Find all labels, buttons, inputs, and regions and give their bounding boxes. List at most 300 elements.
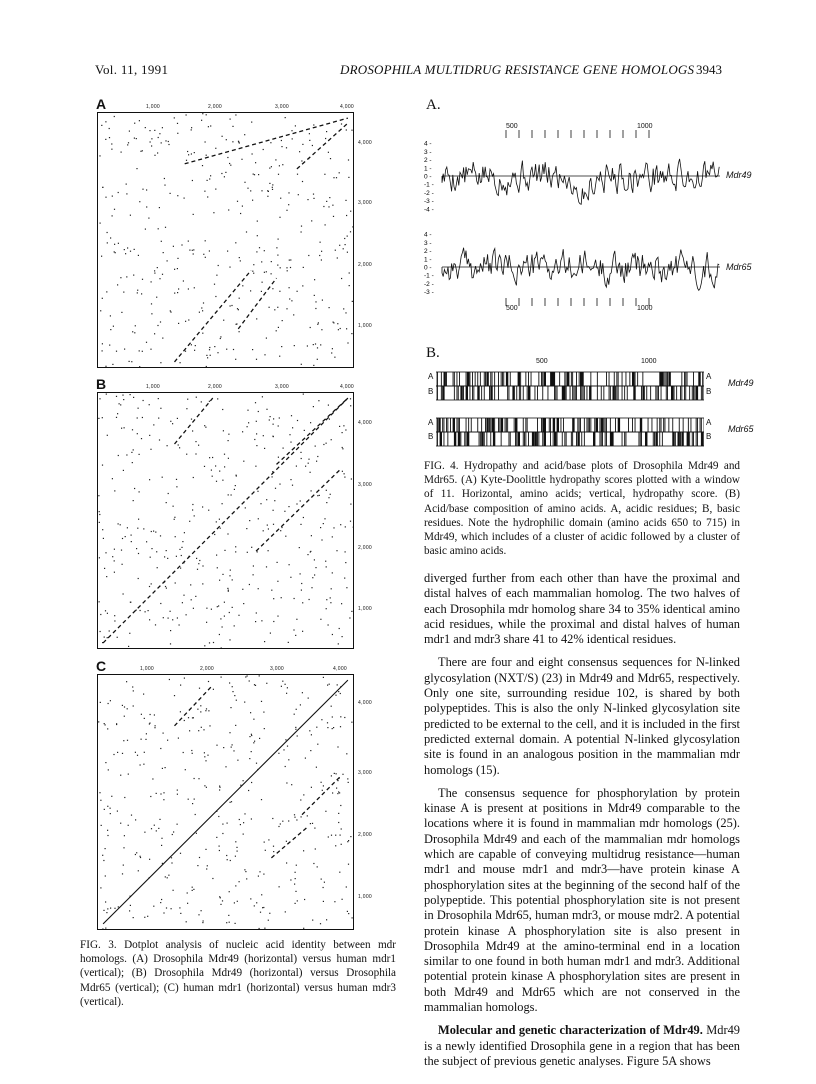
dotplot-dot (142, 189, 143, 190)
dotplot-dot (275, 159, 276, 160)
acid-base-residue (605, 432, 606, 446)
acid-base-residue (570, 386, 571, 400)
dotplot-dot (285, 911, 286, 912)
dotplot-dot (348, 864, 349, 865)
dotplot-dot (326, 599, 327, 600)
acid-base-residue (662, 432, 663, 446)
dotplot-dot (167, 260, 168, 261)
dotplot-dot (142, 279, 143, 280)
dotplot-dot (247, 552, 248, 553)
dotplot-dot (331, 835, 332, 836)
acid-base-residue (527, 418, 528, 432)
dotplot-dot (114, 560, 115, 561)
dotplot-dot (114, 490, 115, 491)
dotplot-dot (265, 850, 266, 851)
acid-base-residue (537, 418, 538, 432)
running-header-volume: Vol. 11, 1991 (95, 62, 169, 77)
dotplot-dot (283, 448, 284, 449)
dotplot-dot (103, 910, 104, 911)
dotplot-dot (301, 583, 302, 584)
acid-base-residue (635, 418, 636, 432)
acid-base-residue (520, 372, 521, 386)
dotplot-dot (328, 152, 329, 153)
dotplot-dot (121, 312, 122, 313)
dotplot-dot (137, 417, 138, 418)
dotplot-dot (344, 578, 345, 579)
dotplot-dot (256, 433, 257, 434)
dotplot-dot (120, 775, 121, 776)
dotplot-dot (217, 398, 218, 399)
dotplot-dot (323, 677, 324, 678)
dotplot-dot (164, 185, 165, 186)
dotplot-dot (134, 249, 135, 250)
dotplot-dot (102, 465, 103, 466)
acid-base-residue (437, 432, 438, 446)
dotplot-dot (141, 293, 142, 294)
dotplot-dot (151, 145, 152, 146)
dotplot-dot (251, 735, 252, 736)
dotplot-dot (326, 919, 327, 920)
acid-base-residue (561, 418, 562, 432)
dotplot-dot (321, 879, 322, 880)
dotplot-dot (191, 129, 192, 130)
dotplot-dot (154, 333, 155, 334)
acid-base-residue (605, 418, 606, 432)
dotplot-dot (231, 747, 232, 748)
dotplot-dot (248, 422, 249, 423)
dotplot-dot (186, 114, 187, 115)
dotplot-dot (187, 399, 188, 400)
dotplot-dot (282, 821, 283, 822)
dotplot-dot (345, 562, 346, 563)
dotplot-dot (340, 328, 341, 329)
dotplot-dot (149, 586, 150, 587)
fig3-b-xtick: 4,000 (340, 384, 355, 390)
acid-base-residue (606, 418, 607, 432)
dotplot-dot (150, 796, 151, 797)
dotplot-dot (295, 125, 296, 126)
dotplot-dot (264, 250, 265, 251)
dotplot-dot (192, 803, 193, 804)
dotplot-dot (314, 295, 315, 296)
dotplot-dot (194, 778, 195, 779)
dotplot-dot (197, 865, 198, 866)
dotplot-dot (109, 345, 110, 346)
dotplot-dot (272, 288, 273, 289)
acid-base-residue (628, 418, 629, 432)
dotplot-dot (130, 394, 131, 395)
dotplot-dot (346, 215, 347, 216)
dotplot-dot (216, 745, 217, 746)
dotplot-dot (187, 892, 188, 893)
dotplot-dot (98, 721, 99, 722)
dotplot-dot (130, 251, 131, 252)
dotplot-dot (173, 246, 174, 247)
dotplot-dot (127, 708, 128, 709)
acid-base-residue (577, 418, 578, 432)
dotplot-dot (127, 144, 128, 145)
dotplot-dot (98, 418, 99, 419)
dotplot-dot (142, 351, 143, 352)
dotplot-dot (175, 582, 176, 583)
dotplot-dot (291, 415, 292, 416)
dotplot-dot (165, 586, 166, 587)
acid-base-residue (502, 372, 503, 386)
dotplot-dot (171, 862, 172, 863)
dotplot-dot (224, 616, 225, 617)
dotplot-dot (126, 193, 127, 194)
fig3-caption-text: Dotplot analysis of nucleic acid identity between mdr homologs. (A) Drosophila Mdr49 (horizontal) versus human mdr1 (vertical); (B) Drosophila Mdr49 (horizontal) versus Drosophila Mdr65 (vertical); (C) human mdr1 (horizontal) versus human mdr3 (vertical). (80, 939, 396, 1008)
acid-base-residue (606, 432, 607, 446)
dotplot-dot (340, 805, 341, 806)
dotplot-dot (333, 322, 334, 323)
dotplot-dot (192, 250, 193, 251)
dotplot-dot (151, 303, 152, 304)
hydro-y-label: 3 - (424, 148, 432, 156)
dotplot-dot (323, 785, 324, 786)
dotplot-dot (294, 714, 295, 715)
dotplot-dot (193, 249, 194, 250)
dotplot-dot (205, 257, 206, 258)
dotplot-dot (188, 717, 189, 718)
dotplot-dot (227, 251, 228, 252)
dotplot-dot (333, 527, 334, 528)
acid-base-residue (577, 432, 579, 446)
dotplot-dot (191, 127, 192, 128)
dotplot-dot (278, 457, 279, 458)
acid-base-residue (527, 386, 528, 400)
acid-base-residue (498, 386, 499, 400)
hydro-y-label: -4 - (424, 206, 434, 214)
dotplot-dot (256, 612, 257, 613)
dotplot-dot (255, 466, 256, 467)
acid-base-residue (494, 386, 495, 400)
body-paragraph (424, 1023, 740, 1069)
dotplot-dot (160, 748, 161, 749)
dotplot-dot (136, 548, 137, 549)
dotplot-dot (300, 704, 301, 705)
acid-base-residue (624, 386, 625, 400)
dotplot-dot (165, 227, 166, 228)
dotplot-dot (100, 631, 101, 632)
dotplot-dot (179, 549, 180, 550)
dotplot-dot (296, 819, 297, 820)
dotplot-dot (255, 402, 256, 403)
dotplot-dot (139, 491, 140, 492)
dotplot-dot (236, 700, 237, 701)
dotplot-dot (189, 521, 190, 522)
dotplot-dot (230, 707, 231, 708)
fig3-a-xtick: 2,000 (208, 104, 223, 110)
dotplot-dot (336, 177, 337, 178)
dotplot-dot (160, 902, 161, 903)
fig3-panel-c-plot (97, 674, 354, 930)
acid-base-residue (489, 386, 490, 400)
acid-base-residue (680, 386, 681, 400)
dotplot-dot (351, 611, 352, 612)
dotplot-dot (186, 160, 187, 161)
acid-base-residue (475, 372, 476, 386)
dotplot-dot (158, 137, 159, 138)
dotplot-dot (330, 597, 331, 598)
dotplot-dot (134, 488, 135, 489)
dotplot-dot (279, 291, 280, 292)
acid-base-residue (667, 372, 668, 386)
dotplot-dot (186, 614, 187, 615)
dotplot-dot (309, 730, 310, 731)
dotplot-dot (350, 398, 351, 399)
dotplot-dot (229, 267, 230, 268)
acid-base-residue (692, 432, 693, 446)
dotplot-dot (259, 928, 260, 929)
acid-base-residue (640, 432, 641, 446)
acid-base-residue (441, 432, 442, 446)
acid-base-residue (458, 418, 459, 432)
dotplot-dot (260, 912, 261, 913)
dotplot-dot (215, 189, 216, 190)
dotplot-dot (154, 825, 155, 826)
dotplot-dot (332, 792, 333, 793)
dotplot-dot (287, 687, 288, 688)
acid-base-residue (693, 372, 694, 386)
fig3-c-ytick: 3,000 (358, 770, 373, 776)
dotplot-dot (268, 550, 269, 551)
acid-base-residue (509, 386, 510, 400)
dotplot-dot (313, 365, 314, 366)
dotplot-dot (272, 436, 273, 437)
dotplot-dot (124, 249, 125, 250)
acid-base-residue (583, 386, 584, 400)
dotplot-dot (310, 750, 311, 751)
dotplot-dot (344, 473, 345, 474)
dotplot-dot (135, 752, 136, 753)
dotplot-dot (124, 427, 125, 428)
acid-base-residue (601, 386, 602, 400)
acid-base-residue (444, 372, 446, 386)
dotplot-dot (345, 551, 346, 552)
dotplot-dot (168, 141, 169, 142)
dotplot-dot (150, 557, 151, 558)
acid-base-residue (538, 432, 539, 446)
acid-base-residue (697, 418, 698, 432)
dotplot-dot (171, 908, 172, 909)
dotplot-dot (249, 758, 250, 759)
dotplot-dot (249, 680, 250, 681)
dotplot-dot (349, 617, 350, 618)
acid-base-residue (473, 386, 474, 400)
dotplot-dot (228, 590, 229, 591)
dotplot-dot (197, 569, 198, 570)
acid-base-residue (484, 372, 485, 386)
dotplot-dot (117, 413, 118, 414)
dotplot-dot (107, 232, 108, 233)
dotplot-dot (322, 300, 323, 301)
dotplot-dot (188, 288, 189, 289)
acid-base-residue (516, 432, 517, 446)
dotplot-dot (209, 642, 210, 643)
dotplot-dot (167, 558, 168, 559)
acid-base-residue (693, 386, 694, 400)
acid-base-residue (438, 418, 440, 432)
dotplot-dot (122, 395, 123, 396)
dotplot-dot (205, 240, 206, 241)
acid-base-residue (597, 386, 598, 400)
dotplot-dot (264, 448, 265, 449)
acid-base-residue (696, 418, 697, 432)
dotplot-dot (258, 411, 259, 412)
dotplot-dot (251, 818, 252, 819)
dotplot-dot (213, 212, 214, 213)
dotplot-dot (301, 458, 302, 459)
acid-base-residue (509, 432, 510, 446)
dotplot-dot (155, 624, 156, 625)
dotplot-dot (268, 191, 269, 192)
acid-base-residue (544, 372, 546, 386)
dotplot-dot (250, 190, 251, 191)
dotplot-dot (312, 920, 313, 921)
dotplot-dot (224, 466, 225, 467)
dotplot-dot (261, 190, 262, 191)
dotplot-dot (150, 714, 151, 715)
dotplot-dot (340, 716, 341, 717)
acid-base-residue (485, 372, 486, 386)
dotplot-dot (161, 845, 162, 846)
dotplot-dot (325, 811, 326, 812)
dotplot-dot (230, 570, 231, 571)
running-header-title: DROSOPHILA MULTIDRUG RESISTANCE GENE HOMOLOGS (340, 62, 695, 77)
dotplot-dot (186, 408, 187, 409)
dotplot-dot (311, 587, 312, 588)
dotplot-dot (203, 302, 204, 303)
acid-base-residue (657, 432, 658, 446)
dotplot-dot (238, 142, 239, 143)
dotplot-dot (134, 332, 135, 333)
dotplot-dot (116, 723, 117, 724)
acid-base-residue (696, 432, 697, 446)
fig3-b-ytick: 2,000 (358, 545, 373, 551)
dotplot-dot (267, 196, 268, 197)
dotplot-dot (233, 750, 234, 751)
dotplot-dot (204, 752, 205, 753)
dotplot-dot (211, 470, 212, 471)
dotplot-dot (286, 841, 287, 842)
acid-base-residue (678, 432, 680, 446)
dotplot-dot (174, 519, 175, 520)
dotplot-dot (324, 518, 325, 519)
dotplot-dot (341, 278, 342, 279)
dotplot-dot (204, 785, 205, 786)
dotplot-dot (273, 851, 274, 852)
dotplot-dot (229, 639, 230, 640)
acid-base-residue (619, 418, 620, 432)
dotplot-dot (338, 791, 339, 792)
dotplot-dot (191, 750, 192, 751)
dotplot-dot (338, 329, 339, 330)
dotplot-dot (142, 150, 143, 151)
dotplot-dot (166, 588, 167, 589)
dotplot-dot (198, 730, 199, 731)
dotplot-dot (337, 746, 338, 747)
dotplot-dot (160, 535, 161, 536)
dotplot-diagonal (256, 470, 340, 552)
dotplot-dot (199, 560, 200, 561)
dotplot-dot (317, 324, 318, 325)
acid-base-residue (661, 418, 662, 432)
dotplot-dot (240, 824, 241, 825)
acid-base-residue (610, 418, 611, 432)
dotplot-dot (279, 165, 280, 166)
dotplot-dot (346, 587, 347, 588)
acid-base-residue (541, 372, 542, 386)
dotplot-dot (224, 602, 225, 603)
dotplot-dot (137, 755, 138, 756)
dotplot-dot (329, 419, 330, 420)
dotplot-dot (99, 792, 100, 793)
dotplot-dot (192, 430, 193, 431)
dotplot-dot (235, 546, 236, 547)
dotplot-dot (235, 359, 236, 360)
dotplot-dot (229, 922, 230, 923)
dotplot-dot (256, 445, 257, 446)
dotplot-dot (127, 247, 128, 248)
acid-base-residue (601, 418, 603, 432)
fig4-caption-lead: FIG. 4. (424, 460, 459, 472)
dotplot-dot (209, 725, 210, 726)
dotplot-dot (343, 248, 344, 249)
dotplot-dot (130, 215, 131, 216)
dotplot-dot (107, 830, 108, 831)
acid-base-residue (564, 372, 565, 386)
dotplot-dot (188, 799, 189, 800)
dotplot-dot (110, 329, 111, 330)
dotplot-dot (254, 439, 255, 440)
dotplot-dot (184, 720, 185, 721)
dotplot-dot (126, 184, 127, 185)
dotplot-dot (331, 439, 332, 440)
acid-base-residue (454, 386, 455, 400)
dotplot-dot (138, 578, 139, 579)
acid-base-residue (553, 432, 554, 446)
dotplot-dot (141, 714, 142, 715)
dotplot-dot (140, 856, 141, 857)
dotplot-dot (331, 775, 332, 776)
dotplot-dot (108, 769, 109, 770)
dotplot-dot (286, 862, 287, 863)
dotplot-dot (144, 832, 145, 833)
dotplot-dot (150, 349, 151, 350)
dotplot-dot (212, 476, 213, 477)
acid-base-residue (618, 386, 619, 400)
hydro-y-label: -3 - (424, 198, 434, 206)
dotplot-dot (135, 854, 136, 855)
dotplot-dot (261, 261, 262, 262)
dotplot-dot (127, 740, 128, 741)
dotplot-dot (292, 138, 293, 139)
dotplot-dot (243, 461, 244, 462)
dotplot-dot (217, 567, 218, 568)
acid-base-residue (616, 386, 617, 400)
fig4-bottom-tick-500: 500 (506, 305, 518, 312)
dotplot-dot (223, 430, 224, 431)
dotplot-dot (346, 129, 347, 130)
dotplot-dot (311, 734, 312, 735)
dotplot-dot (253, 719, 254, 720)
dotplot-dot (277, 616, 278, 617)
acid-base-residue (468, 372, 469, 386)
dotplot-dot (188, 154, 189, 155)
dotplot-dot (227, 859, 228, 860)
acid-base-residue (675, 432, 676, 446)
